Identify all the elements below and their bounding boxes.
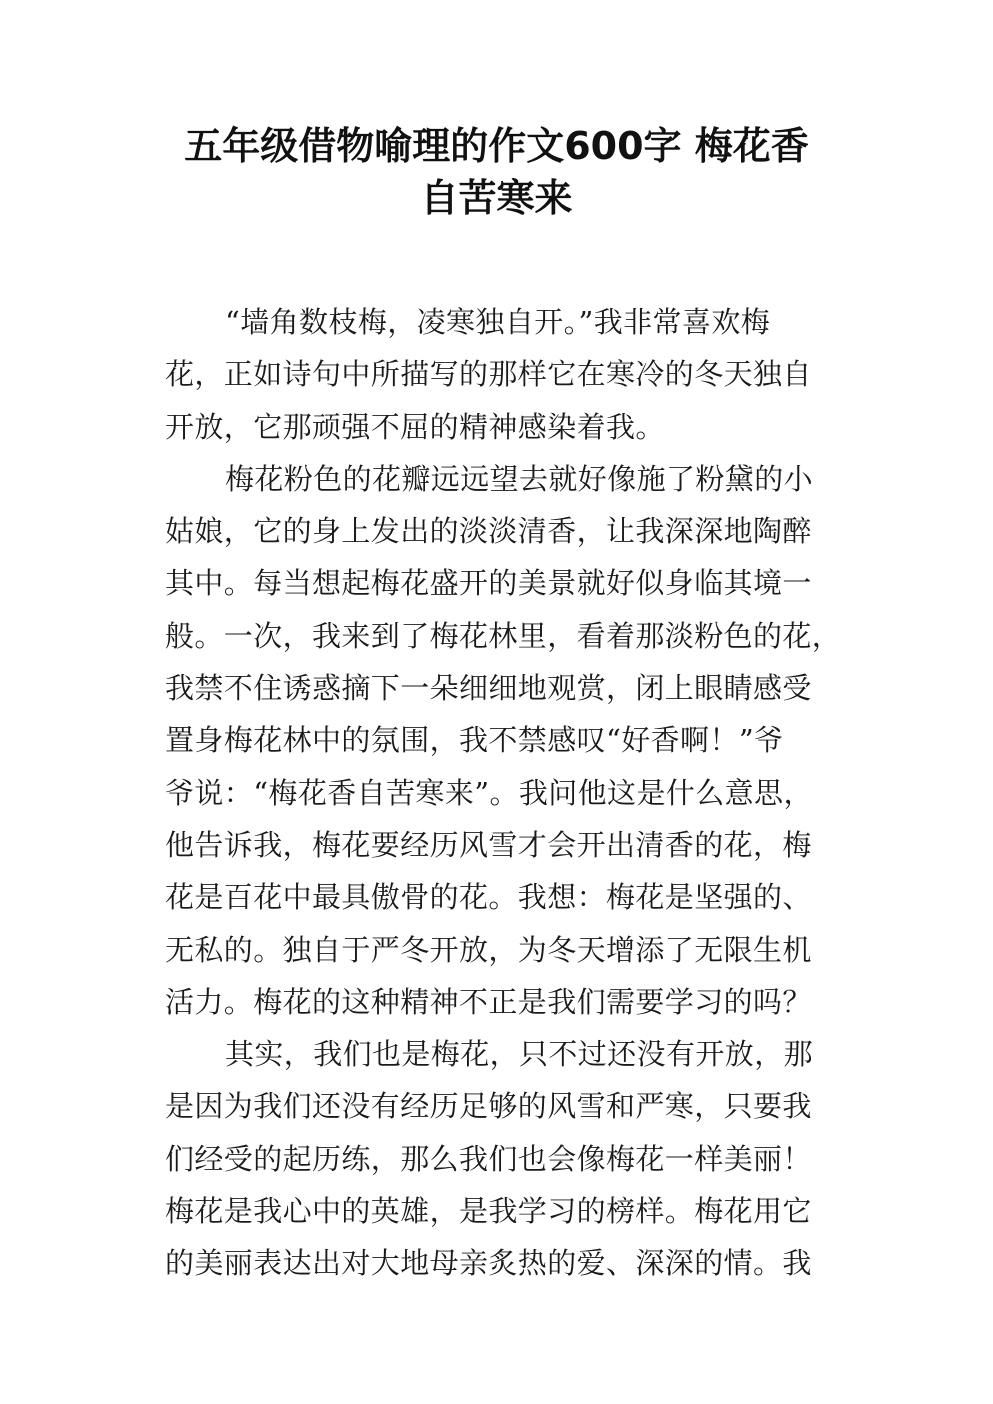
essay-body [165, 296, 845, 1290]
body-line: 是因为我们还没有经历足够的风雪和严寒，只要我 [165, 1089, 812, 1124]
title-line-2: 自苦寒来 [420, 176, 573, 220]
title-line-1: 五年级借物喻理的作文600字 梅花香 [184, 124, 809, 168]
body-line: 的美丽表达出对大地母亲炙热的爱、深深的情。我 [165, 1246, 812, 1281]
body-line: 其中。每当想起梅花盛开的美景就好似身临其境一 [165, 566, 812, 601]
body-line: 们经受的起历练，那么我们也会像梅花一样美丽！ [165, 1141, 812, 1176]
body-line: 爷说：“梅花香自苦寒来”。我问他这是什么意思， [165, 775, 813, 810]
document-title [150, 120, 843, 224]
body-line: 他告诉我，梅花要经历风雪才会开出清香的花，梅 [165, 827, 812, 862]
body-line: 姑娘，它的身上发出的淡淡清香，让我深深地陶醉 [165, 514, 812, 549]
body-line: 般。一次，我来到了梅花林里，看着那淡粉色的花， [165, 618, 842, 653]
body-line: 无私的。独自于严冬开放，为冬天增添了无限生机 [165, 932, 812, 967]
body-line: 梅花是我心中的英雄，是我学习的榜样。梅花用它 [165, 1194, 812, 1229]
body-line: 其实，我们也是梅花，只不过还没有开放，那 [225, 1037, 814, 1072]
body-line: 活力。梅花的这种精神不正是我们需要学习的吗？ [165, 984, 812, 1019]
body-line: 置身梅花林中的氛围，我不禁感叹“好香啊！”爷 [165, 723, 784, 758]
body-line: 花，正如诗句中所描写的那样它在寒冷的冬天独自 [165, 357, 812, 392]
body-line: “墙角数枝梅，凌寒独自开。”我非常喜欢梅 [225, 305, 771, 339]
body-line: 梅花粉色的花瓣远远望去就好像施了粉黛的小 [225, 461, 814, 496]
body-line: 我禁不住诱惑摘下一朵细细地观赏，闭上眼睛感受 [165, 671, 812, 706]
body-line: 开放，它那顽强不屈的精神感染着我。 [165, 409, 665, 444]
body-line: 花是百花中最具傲骨的花。我想：梅花是坚强的、 [165, 880, 812, 915]
